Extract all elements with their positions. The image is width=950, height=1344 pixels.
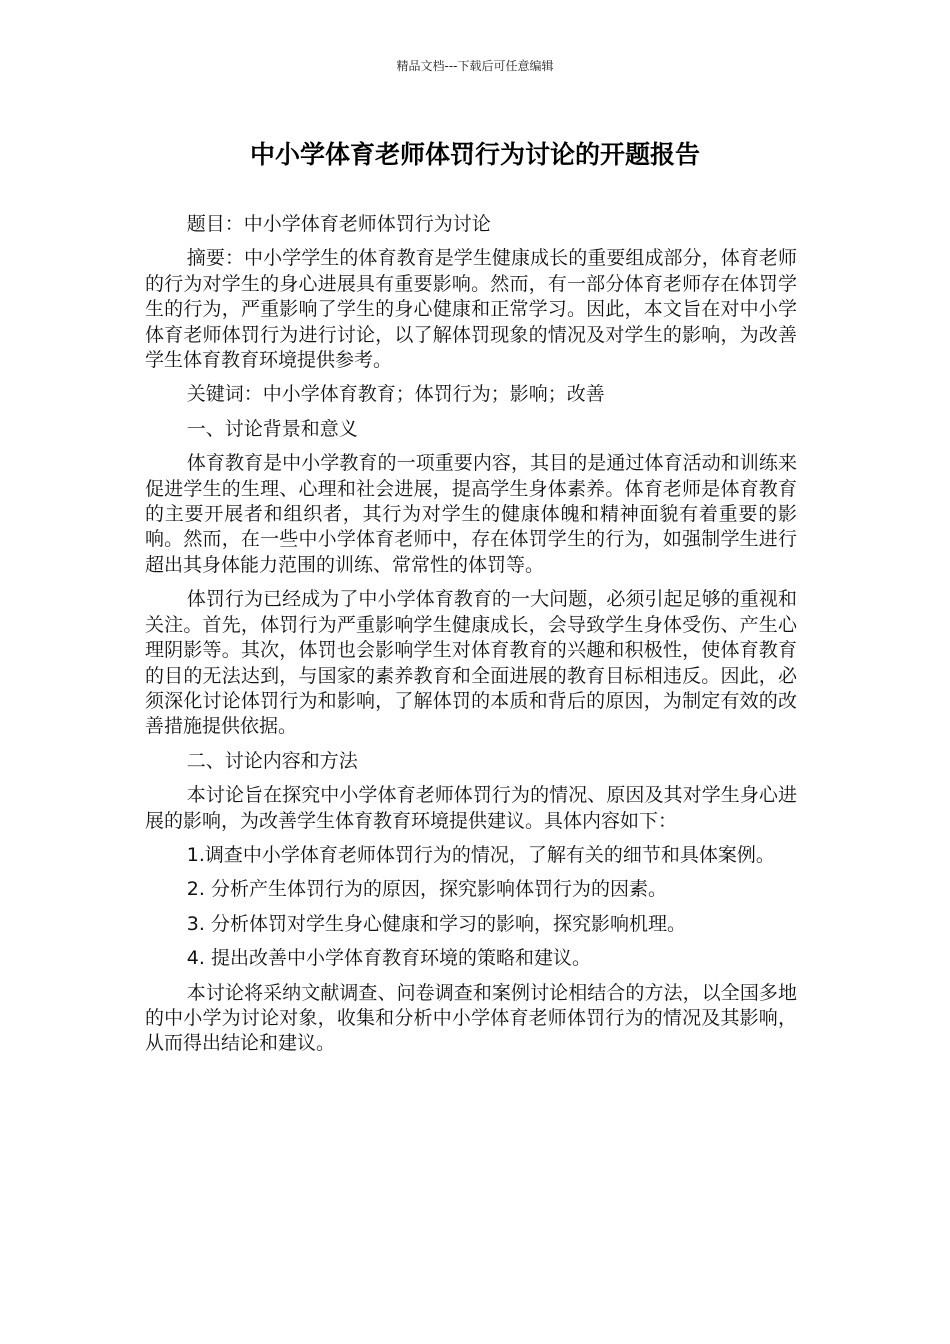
keywords-line: 关键词：中小学体育教育；体罚行为；影响；改善 (186, 383, 605, 406)
background-paragraph-2: 体罚行为已经成为了中小学体育教育的一大问题，必须引起足够的重视和关注。首先，体罚行为严重影响学生健康成长，会导致学生身体受伤、产生心理阴影等。其次，体罚也会影响学生对体育教育的兴趣和积极性，使体育教育的目的无法达到，与国家的素养教育和全面进展的教育目标相违反。因此，必须深化讨论体罚行为和影响，了解体罚的本质和背后的原因，为制定有效的改善措施提供依据。 (145, 588, 797, 738)
content-item-4: 4. 提出改善中小学体育教育环境的策略和建议。 (186, 947, 591, 970)
section-heading-background: 一、讨论背景和意义 (186, 417, 358, 440)
content-item-3: 3. 分析体罚对学生身心健康和学习的影响，探究影响机理。 (186, 912, 686, 935)
method-paragraph: 本讨论将采纳文献调查、问卷调查和案例讨论相结合的方法，以全国多地的中小学为讨论对象，收集和分析中小学体育老师体罚行为的情况及其影响，从而得出结论和建议。 (145, 981, 797, 1055)
content-item-2: 2. 分析产生体罚行为的原因，探究影响体罚行为的因素。 (186, 878, 667, 901)
topic-line: 题目：中小学体育老师体罚行为讨论 (186, 213, 491, 235)
document-body (145, 212, 797, 1066)
abstract-paragraph: 摘要：中小学学生的体育教育是学生健康成长的重要组成部分，体育老师的行为对学生的身心进展具有重要影响。然而，有一部分体育老师存在体罚学生的行为，严重影响了学生的身心健康和正常学习。因此，本文旨在对中小学体育老师体罚行为进行讨论，以了解体罚现象的情况及对学生的影响，为改善学生体育教育环境提供参考。 (145, 247, 797, 372)
document-title: 中小学体育老师体罚行为讨论的开题报告 (249, 140, 700, 169)
background-paragraph-1: 体育教育是中小学教育的一项重要内容，其目的是通过体育活动和训练来促进学生的生理、心理和社会进展，提高学生身体素养。体育老师是体育教育的主要开展者和组织者，其行为对学生的健康体魄和精神面貌有着重要的影响。然而，在一些中小学体育老师中，存在体罚学生的行为，如强制学生进行超出其身体能力范围的训练、常常性的体罚等。 (145, 452, 797, 576)
section-heading-content-method: 二、讨论内容和方法 (186, 749, 358, 772)
content-item-1: 1.调查中小学体育老师体罚行为的情况，了解有关的细节和具体案例。 (186, 843, 775, 866)
content-intro-paragraph: 本讨论旨在探究中小学体育老师体罚行为的情况、原因及其对学生身心进展的影响，为改善学生体育教育环境提供建议。具体内容如下： (145, 784, 797, 832)
header-note: 精品文档---下载后可任意编辑 (396, 59, 554, 73)
